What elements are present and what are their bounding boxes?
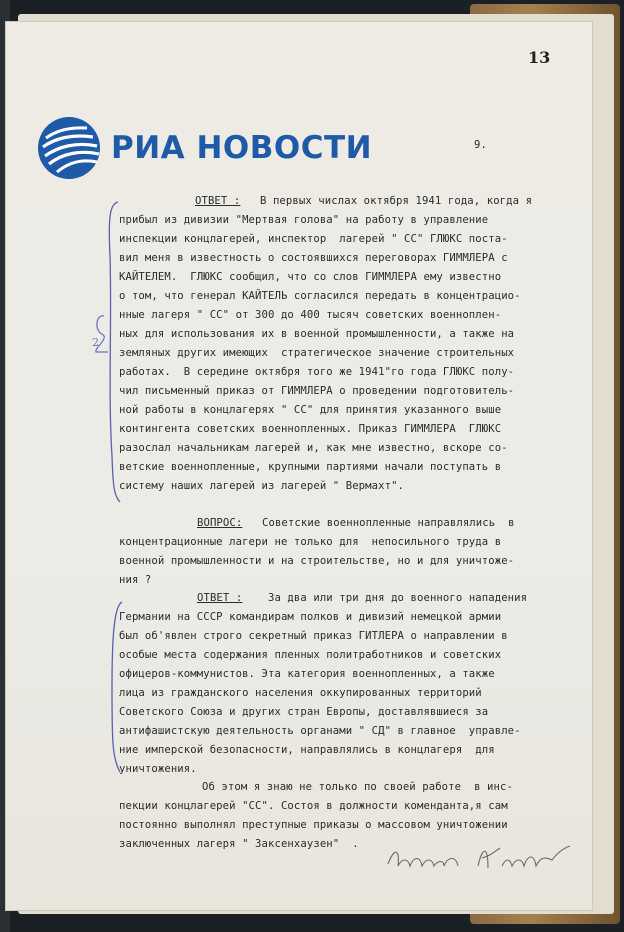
closing-line: пекции концлагерей "СС". Состоя в должности коменданта,я сам	[119, 800, 508, 812]
ria-globe-icon	[37, 116, 101, 180]
question-line: Советские военнопленные направлялись в	[262, 517, 515, 529]
margin-bracket-lower	[98, 598, 128, 776]
answer2-line: Германии на СССР командирам полков и дивизий немецкой армии	[119, 611, 502, 623]
answer1-line: контингента советских военнопленных. Приказ ГИММЛЕРА ГЛЮКС	[119, 423, 502, 435]
closing-line: Об этом я знаю не только по своей работе в инс-	[202, 781, 513, 793]
question-label: ВОПРОС:	[197, 517, 243, 529]
answer1-line: прибыл из дивизии "Мертвая голова" на работу в управление	[119, 214, 489, 226]
answer1-line: чил письменный приказ от ГИММЛЕРА о проведении подготовитель-	[119, 385, 515, 397]
question-line: концентрационные лагери не только для непосильного труда в	[119, 536, 502, 548]
answer1-line: КАЙТЕЛЕМ. ГЛЮКС сообщил, что со слов ГИММЛЕРА ему известно	[119, 271, 502, 283]
page-number: 13	[528, 48, 551, 67]
answer1-line: земляных других имеющих стратегическое значение строительных	[119, 347, 515, 359]
answer1-line: нные лагеря " СС" от 300 до 400 тысяч советских военноплен-	[119, 309, 502, 321]
answer1-line: В первых числах октября 1941 года, когда я	[260, 195, 533, 207]
sub-page-number: 9.	[474, 139, 487, 151]
answer2-line: лица из гражданского населения оккупированных территорий	[119, 687, 482, 699]
answer2-line: офицеров-коммунистов. Эта категория военнопленных, а также	[119, 668, 495, 680]
answer2-line: особые места содержания пленных политработников и советских	[119, 649, 502, 661]
answer2-line: уничтожения.	[119, 763, 197, 775]
answer1-line: инспекции концлагерей, инспектор лагерей " СС" ГЛЮКС поста-	[119, 233, 508, 245]
closing-line: постоянно выполнял преступные приказы о массовом уничтожении	[119, 819, 508, 831]
answer1-line: разослал начальникам лагерей и, как мне известно, вскоре со-	[119, 442, 508, 454]
answer1-line: о том, что генерал КАЙТЕЛЬ согласился передать в концентрацио-	[119, 290, 521, 302]
margin-bracket-upper	[88, 196, 128, 506]
answer1-line: ных для использования их в военной промышленности, а также на	[119, 328, 515, 340]
answer1-line: вил меня в известность о состоявшихся переговорах ГИММЛЕРА с	[119, 252, 508, 264]
answer2-line: За два или три дня до военного нападения	[268, 592, 528, 604]
answer2-line: ние имперской безопасности, направлялись в концлагеря для	[119, 744, 495, 756]
answer2-label: ОТВЕТ :	[197, 592, 243, 604]
question-line: ния ?	[119, 574, 152, 586]
question-line: военной промышленности и на строительстве, но и для уничтоже-	[119, 555, 515, 567]
answer2-line: был об'явлен строго секретный приказ ГИТЛЕРА о направлении в	[119, 630, 508, 642]
answer1-label: ОТВЕТ :	[195, 195, 241, 207]
answer1-line: работах. В середине октября того же 1941"го года ГЛЮКС полу-	[119, 366, 515, 378]
answer1-line: ветские военнопленные, крупными партиями начали поступать в	[119, 461, 502, 473]
margin-mark: 2	[92, 336, 99, 349]
watermark-text: РИА НОВОСТИ	[111, 130, 373, 166]
handwritten-signature	[384, 838, 574, 878]
answer1-line: ной работы в концлагерях " СС" для принятия указанного выше	[119, 404, 502, 416]
answer2-line: антифашистскую деятельность органами " СД" в главное управле-	[119, 725, 521, 737]
answer1-line: систему наших лагерей из лагерей " Вермахт".	[119, 480, 405, 492]
answer2-line: Советского Союза и других стран Европы, доставлявшиеся за	[119, 706, 489, 718]
closing-line: заключенных лагеря " Заксенхаузен" .	[119, 838, 359, 850]
